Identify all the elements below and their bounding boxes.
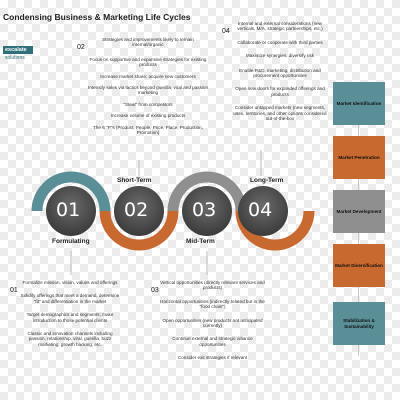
block-01-item: Solidify offerings that meet a demand, determine "fit" and differentiation in the market	[20, 293, 120, 304]
block-03-item: Continue external and strategic alliance opportunities	[172, 336, 253, 347]
block-04-item: Enable R&D, marketing, distribution and procurement opportunities	[239, 67, 321, 79]
stage-number: 04	[248, 199, 273, 221]
block-01-lead: Formalize mission, vision, values and offerings	[22, 280, 118, 285]
block-04-number: 04	[222, 28, 230, 35]
block-04-item: Consider untapped markets (new segments, uses, territories, and other options considered out-of-the-box	[233, 105, 327, 122]
block-03-number: 03	[151, 287, 159, 294]
block-03-lead: Vertical opportunities (directly relevant services and products)	[160, 280, 265, 291]
block-01-item: Target demographics and segments; make introduction to those potential clients	[26, 312, 114, 323]
block-02-item: Focus on supportive and expansive strategies for existing products	[89, 56, 207, 68]
right-box-market-diversification: Market Diversification	[333, 244, 385, 287]
page-title: Condensing Business & Marketing Life Cycles	[3, 12, 191, 22]
block-02-item: "Steal" from competitors	[123, 101, 173, 107]
stage-number: 03	[192, 199, 217, 221]
block-02-item: Strategies and improvements likely to remain internal/organic	[102, 37, 194, 48]
block-01-number: 01	[10, 287, 18, 294]
block-03-item: Open opportunities (new products not anticipated currently)	[162, 317, 263, 329]
stage-number: 02	[124, 199, 149, 221]
right-box-market-penetration: Market Penetration	[333, 136, 385, 179]
right-box-market-identification: Market Identification	[333, 82, 385, 125]
block-02-item: Increase volume of existing products	[110, 113, 186, 119]
block-02-item: Increase market share; acquire new customers	[100, 73, 196, 79]
block-02-item: Intensify sales via tactics beyond guerilla, viral and passion marketing	[88, 85, 209, 96]
logo-line2: solutions	[5, 55, 25, 61]
block-04-item: Maximize synergies, diversify risk	[245, 53, 315, 59]
block-03-item: Consider exit strategies if relevant	[177, 355, 248, 361]
logo-line1: escalate	[3, 46, 33, 54]
stage-label-short-term: Short-Term	[117, 177, 152, 184]
right-box-stabilization: Stabilization & Sustainability	[333, 302, 385, 345]
block-01-item: Classic and innovation channels including passion, relationship, viral, guerilla, buzz marketing, growth hacking, etc.	[27, 331, 113, 347]
stage-label-long-term: Long-Term	[250, 177, 284, 184]
block-02-number: 02	[77, 44, 85, 51]
stage-label-formulating: Formulating	[52, 238, 90, 245]
block-03-item: Horizontal opportunities (indirectly related but in the "food chain")	[160, 298, 265, 310]
block-04-lead: Internal and external considerations (new verticals, M/A, strategic partnerships, etc.)	[237, 21, 323, 32]
block-04-item: Collaborate or cooperate with third parties	[237, 39, 323, 45]
stage-label-mid-term: Mid-Term	[186, 238, 215, 245]
block-02-item: The 6 "P"s (Product, People, Price, Place, Production, Promotion)	[93, 124, 203, 136]
block-04-item: Open new doors for expanded offerings and products	[235, 86, 325, 97]
stage-number: 01	[56, 199, 81, 221]
right-box-market-development: Market Development	[333, 190, 385, 233]
